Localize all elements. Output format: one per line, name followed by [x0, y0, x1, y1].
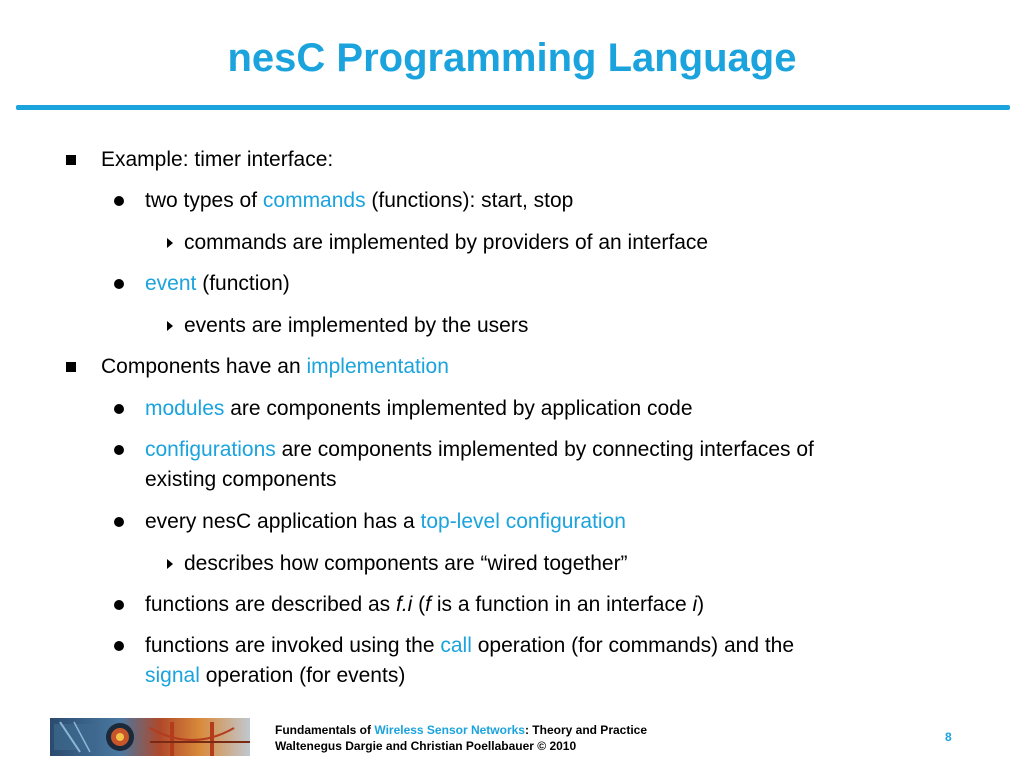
dot-bullet-icon — [114, 404, 124, 414]
triangle-bullet-icon — [167, 238, 173, 248]
dot-bullet-icon — [114, 196, 124, 206]
bullet-configurations-cont: existing components — [145, 468, 337, 491]
dot-bullet-icon — [114, 641, 124, 651]
bullet-events-users: events are implemented by the users — [184, 314, 529, 337]
bullet-functions-invoked-cont: signal operation (for events) — [145, 664, 406, 687]
title-underline — [16, 105, 1010, 110]
bullet-components: Components have an implementation — [101, 355, 449, 378]
page-number: 8 — [945, 730, 952, 744]
bullet-commands-providers: commands are implemented by providers of an interface — [184, 231, 709, 254]
dot-bullet-icon — [114, 445, 124, 455]
bullet-functions-described: functions are described as f.i (f is a function in an interface i) — [145, 593, 705, 616]
footer-line-2: Waltenegus Dargie and Christian Poellabauer © 2010 — [275, 739, 577, 753]
bullet-configurations: configurations are components implemented by connecting interfaces of — [145, 438, 814, 461]
triangle-bullet-icon — [167, 321, 173, 331]
footer-line-1: Fundamentals of Wireless Sensor Networks: Theory and Practice — [275, 723, 648, 737]
triangle-bullet-icon — [167, 559, 173, 569]
bullet-functions-invoked: functions are invoked using the call operation (for commands) and the — [145, 634, 795, 657]
bullet-wired-together: describes how components are “wired together” — [184, 552, 628, 575]
footer-citation — [275, 722, 647, 754]
bullet-modules: modules are components implemented by application code — [145, 397, 693, 420]
bullet-commands: two types of commands (functions): start, stop — [145, 189, 574, 212]
bullet-top-level: every nesC application has a top-level configuration — [145, 510, 626, 533]
bullet-example: Example: timer interface: — [101, 148, 334, 171]
square-bullet-icon — [66, 362, 76, 372]
slide-title: nesC Programming Language — [227, 36, 797, 80]
bullet-event: event (function) — [145, 272, 290, 295]
dot-bullet-icon — [114, 517, 124, 527]
dot-bullet-icon — [114, 600, 124, 610]
footer-banner-image — [50, 718, 250, 756]
dot-bullet-icon — [114, 279, 124, 289]
square-bullet-icon — [66, 155, 76, 165]
